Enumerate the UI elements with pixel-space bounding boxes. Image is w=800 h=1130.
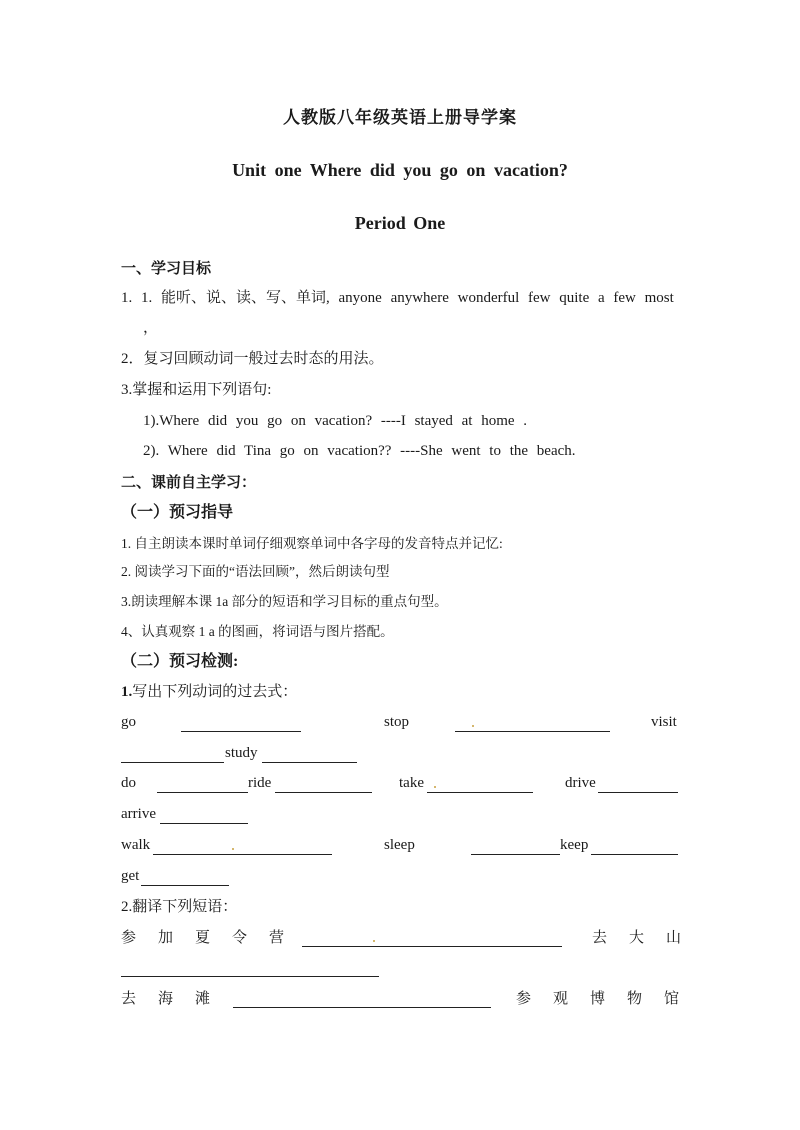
section-heading-objectives: 一、学习目标 — [121, 261, 212, 277]
verb-keep: keep — [560, 837, 589, 853]
verb-sleep: sleep — [384, 837, 415, 853]
verb-stop: stop — [384, 714, 410, 730]
section-heading-self-study: 二、课前自主学习： — [121, 475, 257, 491]
answer-blank-mountains[interactable] — [121, 976, 379, 977]
unit-title: Unit one Where did you go on vacation? — [232, 160, 568, 180]
objective-item-2: 2．复习回顾动词一般过去时态的用法。 — [121, 351, 384, 367]
marker-dot — [232, 848, 234, 850]
verb-do: do — [121, 775, 136, 791]
verb-visit: visit — [651, 714, 677, 730]
answer-blank-stop[interactable] — [455, 731, 610, 732]
verb-take: take — [399, 775, 424, 791]
answer-blank-take[interactable] — [427, 792, 533, 793]
objective-item-3: 3.掌握和运用下列语句: — [121, 382, 272, 398]
guide-item-1: 1. 自主朗读本课时单词仔细观察单词中各字母的发音特点并记忆: — [121, 536, 503, 551]
answer-blank-go[interactable] — [181, 731, 301, 732]
period-title: Period One — [354, 213, 446, 233]
verb-get: get — [121, 868, 140, 884]
key-sentence-2: 2). Where did Tina go on vacation?? ----She went to the beach. — [143, 443, 576, 459]
objective-item-1-continuation: ， — [143, 320, 159, 336]
answer-blank-keep[interactable] — [591, 854, 678, 855]
document-title: 人教版八年级英语上册导学案 — [283, 108, 517, 127]
verb-arrive: arrive — [121, 806, 156, 822]
question-1-number: 1. — [121, 684, 133, 700]
verb-drive: drive — [565, 775, 596, 791]
answer-blank-do[interactable] — [157, 792, 248, 793]
question-2: 2.翻译下列短语： — [121, 899, 238, 915]
answer-blank-study[interactable] — [262, 762, 357, 763]
phrase-summer-camp: 参加夏令营 — [121, 930, 307, 946]
subsection-heading-guide: （一）预习指导 — [121, 504, 234, 521]
answer-blank-sleep[interactable] — [471, 854, 560, 855]
answer-blank-get[interactable] — [141, 885, 229, 886]
verb-ride: ride — [248, 775, 272, 791]
answer-blank-drive[interactable] — [598, 792, 678, 793]
key-sentence-1: 1).Where did you go on vacation? ----I stayed at home . — [143, 413, 528, 429]
answer-blank-summer-camp[interactable] — [302, 946, 562, 947]
guide-item-3: 3.朗读理解本课 1a 部分的短语和学习目标的重点句型。 — [121, 594, 448, 609]
marker-dot — [434, 786, 436, 788]
verb-go: go — [121, 714, 136, 730]
marker-dot — [373, 940, 375, 942]
question-1 — [121, 682, 297, 702]
phrase-museum: 参观博物馆 — [516, 991, 702, 1007]
answer-blank-arrive[interactable] — [160, 823, 248, 824]
objective-item-1: 1. 1. 能听、说、读、写、单词, anyone anywhere wonderful few quite a few most — [121, 290, 674, 306]
marker-dot — [472, 725, 474, 727]
answer-blank-beach[interactable] — [233, 1007, 491, 1008]
guide-item-2: 2. 阅读学习下面的“语法回顾”，然后朗读句型 — [121, 564, 390, 579]
answer-blank-walk[interactable] — [153, 854, 332, 855]
verb-study: study — [225, 745, 258, 761]
question-1-text: 写出下列动词的过去式： — [132, 684, 298, 700]
answer-blank-ride[interactable] — [275, 792, 372, 793]
answer-blank-visit[interactable] — [121, 762, 224, 763]
phrase-mountains: 去大山 — [592, 930, 704, 946]
verb-walk: walk — [121, 837, 151, 853]
guide-item-4: 4、认真观察 1 a 的图画，将词语与图片搭配。 — [121, 624, 394, 639]
subsection-heading-check: （二）预习检测: — [121, 653, 239, 670]
phrase-beach: 去海滩 — [121, 991, 233, 1007]
